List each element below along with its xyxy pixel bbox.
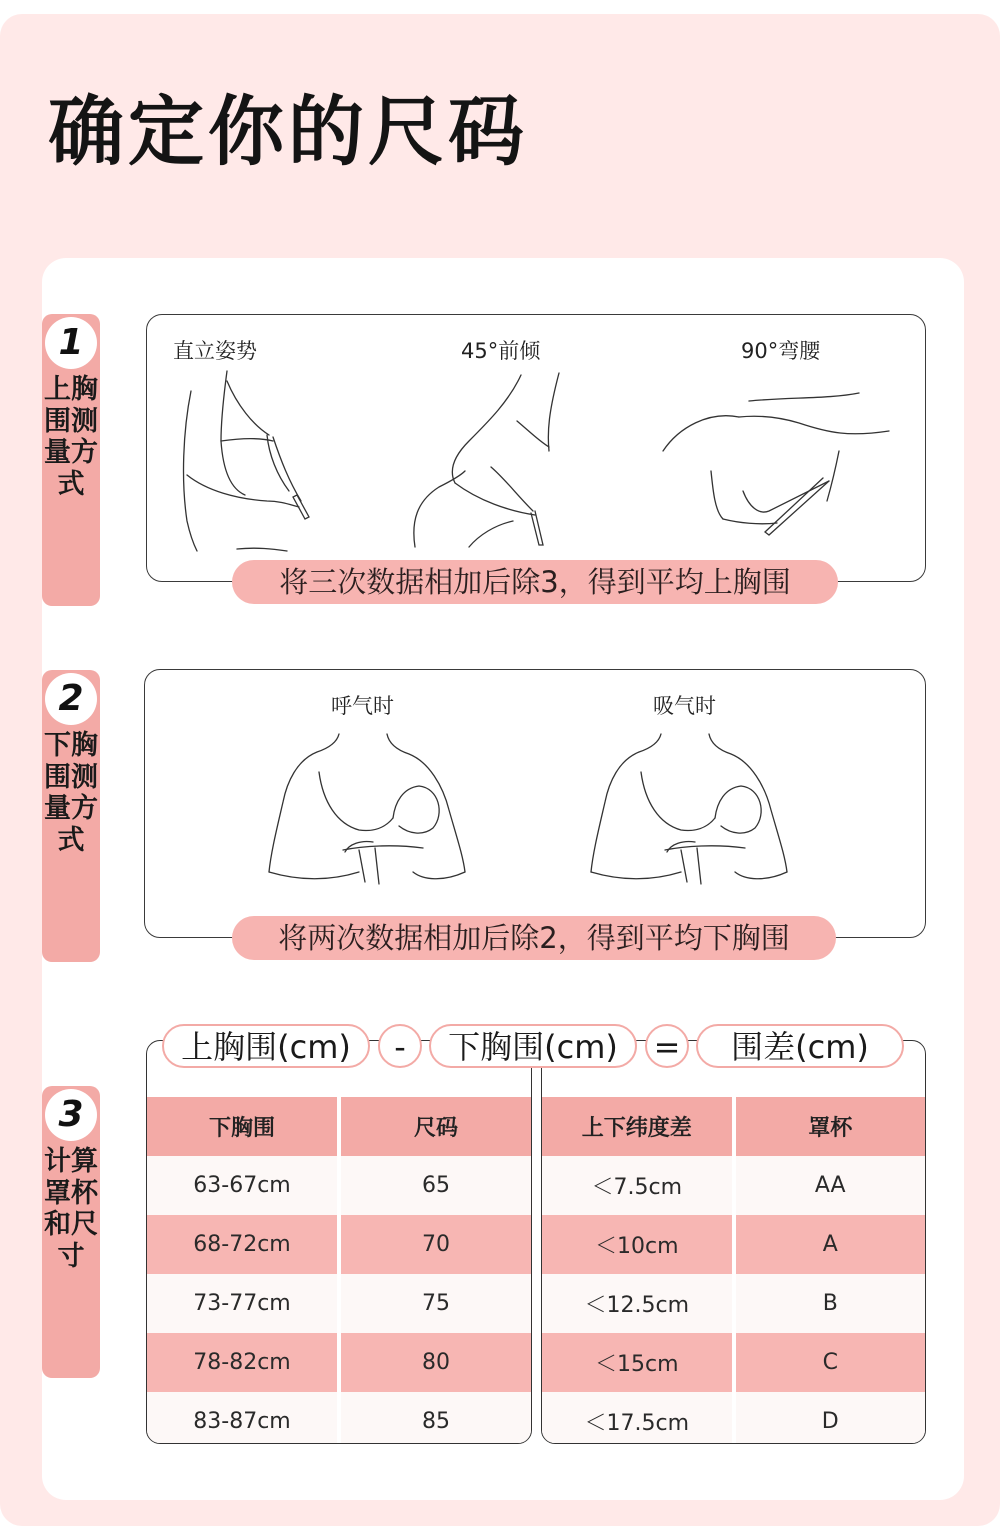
band-size: 80: [339, 1333, 531, 1392]
under-bust-note: 将两次数据相加后除2，得到平均下胸围: [232, 916, 836, 960]
step-2-number: 2: [45, 673, 97, 725]
band-size-table-box: [146, 1040, 532, 1444]
inhale-figure-illustration: [585, 732, 795, 892]
table-row: [147, 1392, 531, 1444]
pose-label-45: 45°前倾: [461, 339, 541, 363]
pose-label-90: 90°弯腰: [741, 339, 821, 363]
bust-difference: ＜7.5cm: [542, 1156, 734, 1215]
cup-size: C: [734, 1333, 926, 1392]
formula-equals-sign: =: [645, 1024, 689, 1068]
upper-bust-panel: [146, 314, 926, 582]
bust-difference: ＜17.5cm: [542, 1392, 734, 1444]
step-1-label: 上胸围测量方式: [44, 374, 98, 500]
under-bust-range: 73-77cm: [147, 1274, 339, 1333]
step-1-tab: [42, 314, 100, 606]
under-bust-range: 68-72cm: [147, 1215, 339, 1274]
pose-label-exhale: 呼气时: [331, 694, 394, 718]
band-size: 75: [339, 1274, 531, 1333]
bust-difference: ＜10cm: [542, 1215, 734, 1274]
bust-difference: ＜15cm: [542, 1333, 734, 1392]
bust-difference: ＜12.5cm: [542, 1274, 734, 1333]
band-table-header-row: [147, 1097, 531, 1156]
table-row: [147, 1156, 531, 1215]
table-row: [147, 1274, 531, 1333]
table-row: [147, 1215, 531, 1274]
band-size: 85: [339, 1392, 531, 1444]
under-bust-range: 78-82cm: [147, 1333, 339, 1392]
bend-over-figure-illustration: [659, 371, 899, 551]
formula-difference: 围差(cm): [696, 1024, 904, 1068]
standing-figure-illustration: [177, 371, 327, 551]
cup-table-header-row: [542, 1097, 925, 1156]
column-header-size: 尺码: [339, 1097, 531, 1156]
cup-size: AA: [734, 1156, 926, 1215]
band-size: 70: [339, 1215, 531, 1274]
step-3-tab: [42, 1086, 100, 1378]
table-row: [147, 1333, 531, 1392]
step-3-label: 计算罩杯和尺寸: [44, 1146, 98, 1272]
page-title: 确定你的尺码: [48, 87, 528, 176]
upper-bust-note: 将三次数据相加后除3，得到平均上胸围: [232, 560, 838, 604]
cup-size: D: [734, 1392, 926, 1444]
forward-lean-figure-illustration: [409, 371, 579, 551]
formula-upper-bust: 上胸围(cm): [162, 1024, 370, 1068]
under-bust-range: 63-67cm: [147, 1156, 339, 1215]
formula-under-bust: 下胸围(cm): [429, 1024, 637, 1068]
cup-size-table-box: [541, 1040, 926, 1444]
step-2-tab: [42, 670, 100, 962]
table-row: [542, 1333, 925, 1392]
exhale-figure-illustration: [263, 732, 473, 892]
under-bust-range: 83-87cm: [147, 1392, 339, 1444]
column-header-cup: 罩杯: [734, 1097, 926, 1156]
column-header-difference: 上下纬度差: [542, 1097, 734, 1156]
step-2-label: 下胸围测量方式: [44, 730, 98, 856]
step-3-number: 3: [45, 1089, 97, 1141]
table-row: [542, 1156, 925, 1215]
pose-label-standing: 直立姿势: [173, 339, 257, 363]
cup-size: B: [734, 1274, 926, 1333]
formula-minus-sign: -: [378, 1024, 422, 1068]
cup-size-table: [542, 1097, 925, 1444]
band-size-table: [147, 1097, 531, 1444]
table-row: [542, 1215, 925, 1274]
content-card: [42, 258, 964, 1500]
pose-label-inhale: 吸气时: [653, 694, 716, 718]
column-header-under-bust: 下胸围: [147, 1097, 339, 1156]
table-row: [542, 1274, 925, 1333]
under-bust-panel: [144, 669, 926, 938]
cup-size: A: [734, 1215, 926, 1274]
step-1-number: 1: [45, 317, 97, 369]
band-size: 65: [339, 1156, 531, 1215]
table-row: [542, 1392, 925, 1444]
